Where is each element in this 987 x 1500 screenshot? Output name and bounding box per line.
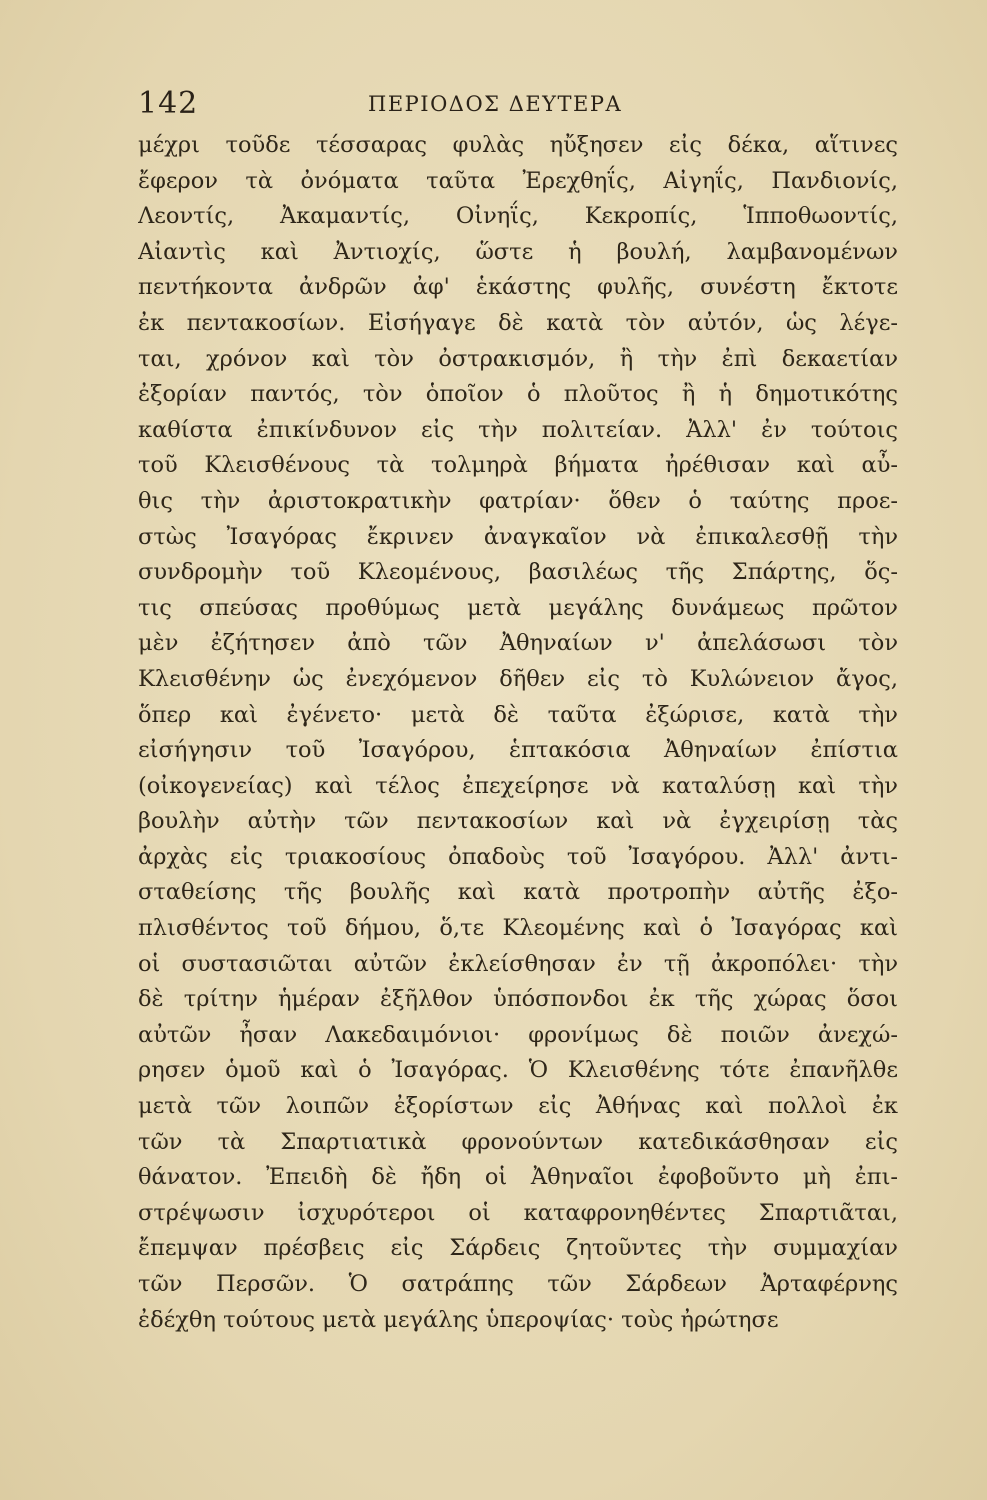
text-line: ἀρχὰς εἰς τριακοσίους ὀπαδοὺς τοῦ Ἰσαγόρου. Ἀλλ' ἀντι- <box>138 843 898 870</box>
text-line: ἔφερον τὰ ὀνόματα ταῦτα Ἐρεχθηΐς, Αἰγηΐς, Πανδιονίς, <box>138 167 898 194</box>
text-line: στὼς Ἰσαγόρας ἔκρινεν ἀναγκαῖον νὰ ἐπικαλεσθῇ τὴν <box>138 523 898 550</box>
text-line: Αἰαντὶς καὶ Ἀντιοχίς, ὥστε ἡ βουλή, λαμβανομένων <box>138 238 898 265</box>
text-line: βουλὴν αὐτὴν τῶν πεντακοσίων καὶ νὰ ἐγχειρίσῃ τὰς <box>138 808 898 835</box>
text-line: εἰσήγησιν τοῦ Ἰσαγόρου, ἑπτακόσια Ἀθηναίων ἐπίστια <box>138 737 898 764</box>
text-line: ρησεν ὁμοῦ καὶ ὁ Ἰσαγόρας. Ὁ Κλεισθένης τότε ἐπανῆλθε <box>138 1057 898 1084</box>
text-line: τις σπεύσας προθύμως μετὰ μεγάλης δυνάμεως πρῶτον <box>138 594 898 621</box>
text-line: ἐδέχθη τούτους μετὰ μεγάλης ὑπεροψίας· τοὺς ἠρώτησε <box>138 1306 779 1333</box>
text-line: (οἰκογενείας) καὶ τέλος ἐπεχείρησε νὰ καταλύσῃ καὶ τὴν <box>138 772 898 799</box>
text-line: οἱ συστασιῶται αὐτῶν ἐκλείσθησαν ἐν τῇ ἀκροπόλει· τὴν <box>138 950 898 977</box>
text-line: συνδρομὴν τοῦ Κλεομένους, βασιλέως τῆς Σπάρτης, ὅς- <box>138 559 898 586</box>
text-line: καθίστα ἐπικίνδυνον εἰς τὴν πολιτείαν. Ἀλλ' ἐν τούτοις <box>138 416 898 443</box>
text-line: θις τὴν ἀριστοκρατικὴν φατρίαν· ὅθεν ὁ ταύτης προε- <box>138 487 898 514</box>
text-line: πεντήκοντα ἀνδρῶν ἀφ' ἑκάστης φυλῆς, συνέστη ἔκτοτε <box>138 274 898 301</box>
text-line: μὲν ἐζήτησεν ἀπὸ τῶν Ἀθηναίων ν' ἀπελάσωσι τὸν <box>138 630 898 657</box>
text-line: τῶν Περσῶν. Ὁ σατράπης τῶν Σάρδεων Ἀρταφέρνης <box>138 1271 898 1297</box>
text-line: μέχρι τοῦδε τέσσαρας φυλὰς ηὔξησεν εἰς δέκα, αἵτινες <box>138 132 898 158</box>
text-line: ὅπερ καὶ ἐγένετο· μετὰ δὲ ταῦτα ἐξώρισε, κατὰ τὴν <box>138 701 898 728</box>
text-line: αὐτῶν ἦσαν Λακεδαιμόνιοι· φρονίμως δὲ ποιῶν ἀνεχώ- <box>138 1021 898 1048</box>
text-line: Λεοντίς, Ἀκαμαντίς, Οἰνηΐς, Κεκροπίς, Ἱπποθωοντίς, <box>138 203 898 230</box>
running-head: ΠΕΡΙΟΔΟΣ ΔΕΥΤΕΡΑ <box>368 92 623 116</box>
text-line: τοῦ Κλεισθένους τὰ τολμηρὰ βήματα ἠρέθισαν καὶ αὖ- <box>138 452 898 479</box>
text-line: τῶν τὰ Σπαρτιατικὰ φρονούντων κατεδικάσθησαν εἰς <box>138 1128 898 1155</box>
text-line: δὲ τρίτην ἡμέραν ἐξῆλθον ὑπόσπονδοι ἐκ τῆς χώρας ὅσοι <box>138 986 898 1013</box>
page-number: 142 <box>138 86 199 121</box>
text-line: ἐξορίαν παντός, τὸν ὁποῖον ὁ πλοῦτος ἢ ἡ δημοτικότης <box>138 381 898 408</box>
text-line: σταθείσης τῆς βουλῆς καὶ κατὰ προτροπὴν αὐτῆς ἐξο- <box>138 879 898 906</box>
text-line: ται, χρόνον καὶ τὸν ὀστρακισμόν, ἢ τὴν ἐπὶ δεκαετίαν <box>138 345 898 372</box>
text-line: πλισθέντος τοῦ δήμου, ὅ,τε Κλεομένης καὶ ὁ Ἰσαγόρας καὶ <box>138 915 898 942</box>
text-line: Κλεισθένην ὡς ἐνεχόμενον δῆθεν εἰς τὸ Κυλώνειον ἄγος, <box>138 665 898 692</box>
page-header <box>138 86 898 126</box>
body-text <box>138 128 898 1338</box>
text-line: ἐκ πεντακοσίων. Εἰσήγαγε δὲ κατὰ τὸν αὐτόν, ὡς λέγε- <box>138 309 898 336</box>
text-line: ἔπεμψαν πρέσβεις εἰς Σάρδεις ζητοῦντες τὴν συμμαχίαν <box>138 1235 898 1262</box>
text-line: στρέψωσιν ἰσχυρότεροι οἱ καταφρονηθέντες Σπαρτιᾶται, <box>138 1199 898 1226</box>
text-line: μετὰ τῶν λοιπῶν ἐξορίστων εἰς Ἀθήνας καὶ πολλοὶ ἐκ <box>138 1093 898 1120</box>
text-line: θάνατον. Ἐπειδὴ δὲ ἤδη οἱ Ἀθηναῖοι ἐφοβοῦντο μὴ ἐπι- <box>138 1164 898 1191</box>
